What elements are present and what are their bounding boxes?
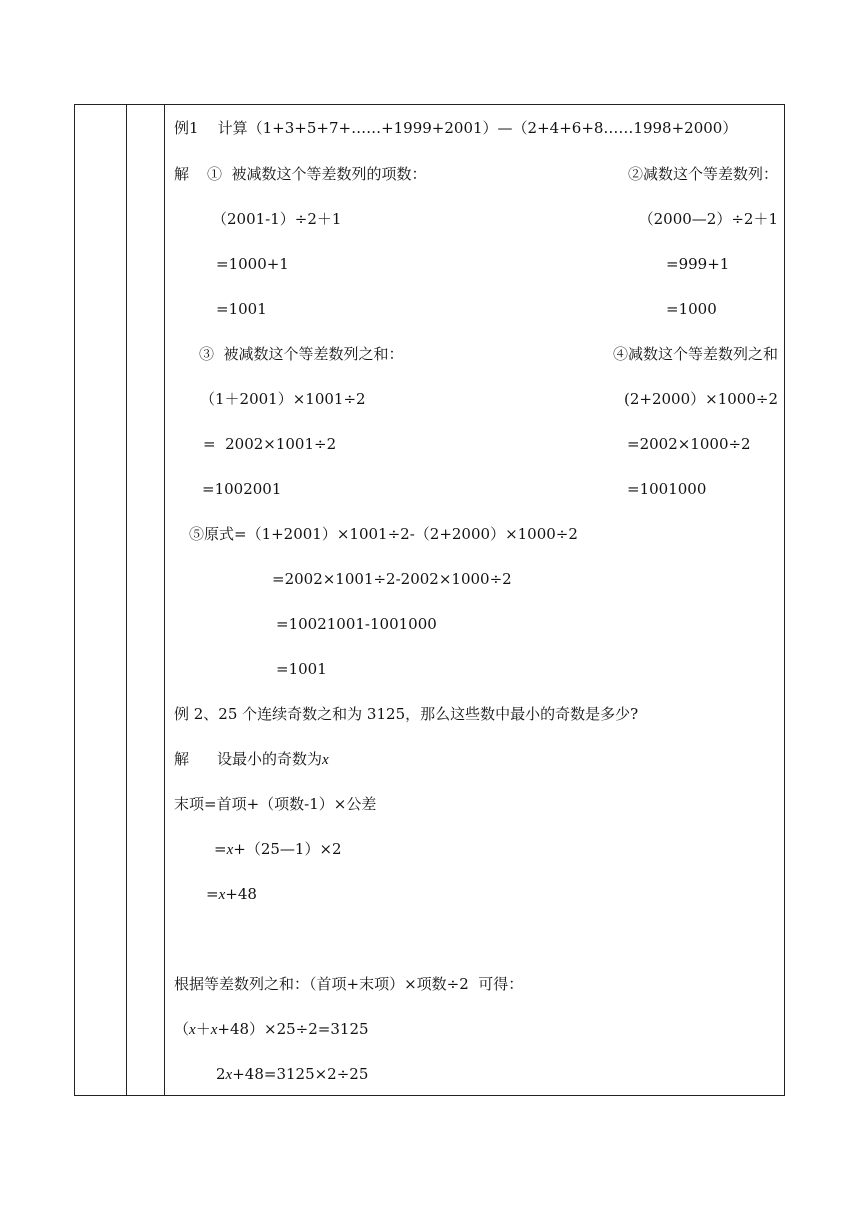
step2-line2: =999+1 (666, 255, 730, 273)
step3-title: ③ 被减数这个等差数列之和： (199, 345, 404, 363)
step3-line3: =1002001 (202, 480, 282, 498)
step1-line2: =1000+1 (216, 255, 289, 273)
example2-equation1: （x＋x+48）×25÷2=3125 (174, 1020, 369, 1038)
step3-line2: = 2002×1001÷2 (203, 435, 337, 453)
step5-line1: ⑤原式=（1+2001）×1001÷2-（2+2000）×1000÷2 (189, 525, 578, 543)
example2-line2: =x+48 (206, 885, 257, 903)
step3-line1: （1＋2001）×1001÷2 (200, 390, 366, 408)
example2-line1: =x+（25—1）×2 (214, 840, 342, 858)
example2-solution-label: 解 (174, 750, 190, 768)
example2-formula: 末项=首项+（项数-1）×公差 (174, 795, 377, 813)
step2-line1: （2000—2）÷2＋1 (638, 210, 778, 228)
example1-problem: 例1 计算（1+3+5+7+……+1999+2001）—（2+4+6+8……1998+2000） (174, 119, 738, 137)
step4-line1: (2+2000）×1000÷2 (624, 390, 778, 408)
step1-title: ① 被减数这个等差数列的项数： (207, 165, 427, 183)
step1-line3: =1001 (216, 300, 267, 318)
example2-problem: 例 2、25 个连续奇数之和为 3125，那么这些数中最小的奇数是多少? (174, 705, 639, 723)
step2-line3: =1000 (666, 300, 717, 318)
step5-line4: =1001 (276, 660, 327, 678)
example1-solution-label: 解 (174, 165, 190, 183)
step5-line2: =2002×1001÷2-2002×1000÷2 (272, 570, 512, 588)
step5-line3: =10021001-1001000 (276, 615, 437, 633)
step4-title: ④减数这个等差数列之和 (612, 345, 778, 363)
step1-line1: （2001-1）÷2＋1 (212, 210, 342, 228)
example2-equation2: 2x+48=3125×2÷25 (216, 1065, 369, 1083)
step4-line3: =1001000 (627, 480, 707, 498)
step2-title: ②减数这个等差数列： (627, 165, 778, 183)
example2-sum-rule: 根据等差数列之和：（首项+末项）×项数÷2 可得： (174, 975, 524, 993)
example2-let-line: 设最小的奇数为x (217, 750, 329, 768)
step4-line2: =2002×1000÷2 (627, 435, 751, 453)
